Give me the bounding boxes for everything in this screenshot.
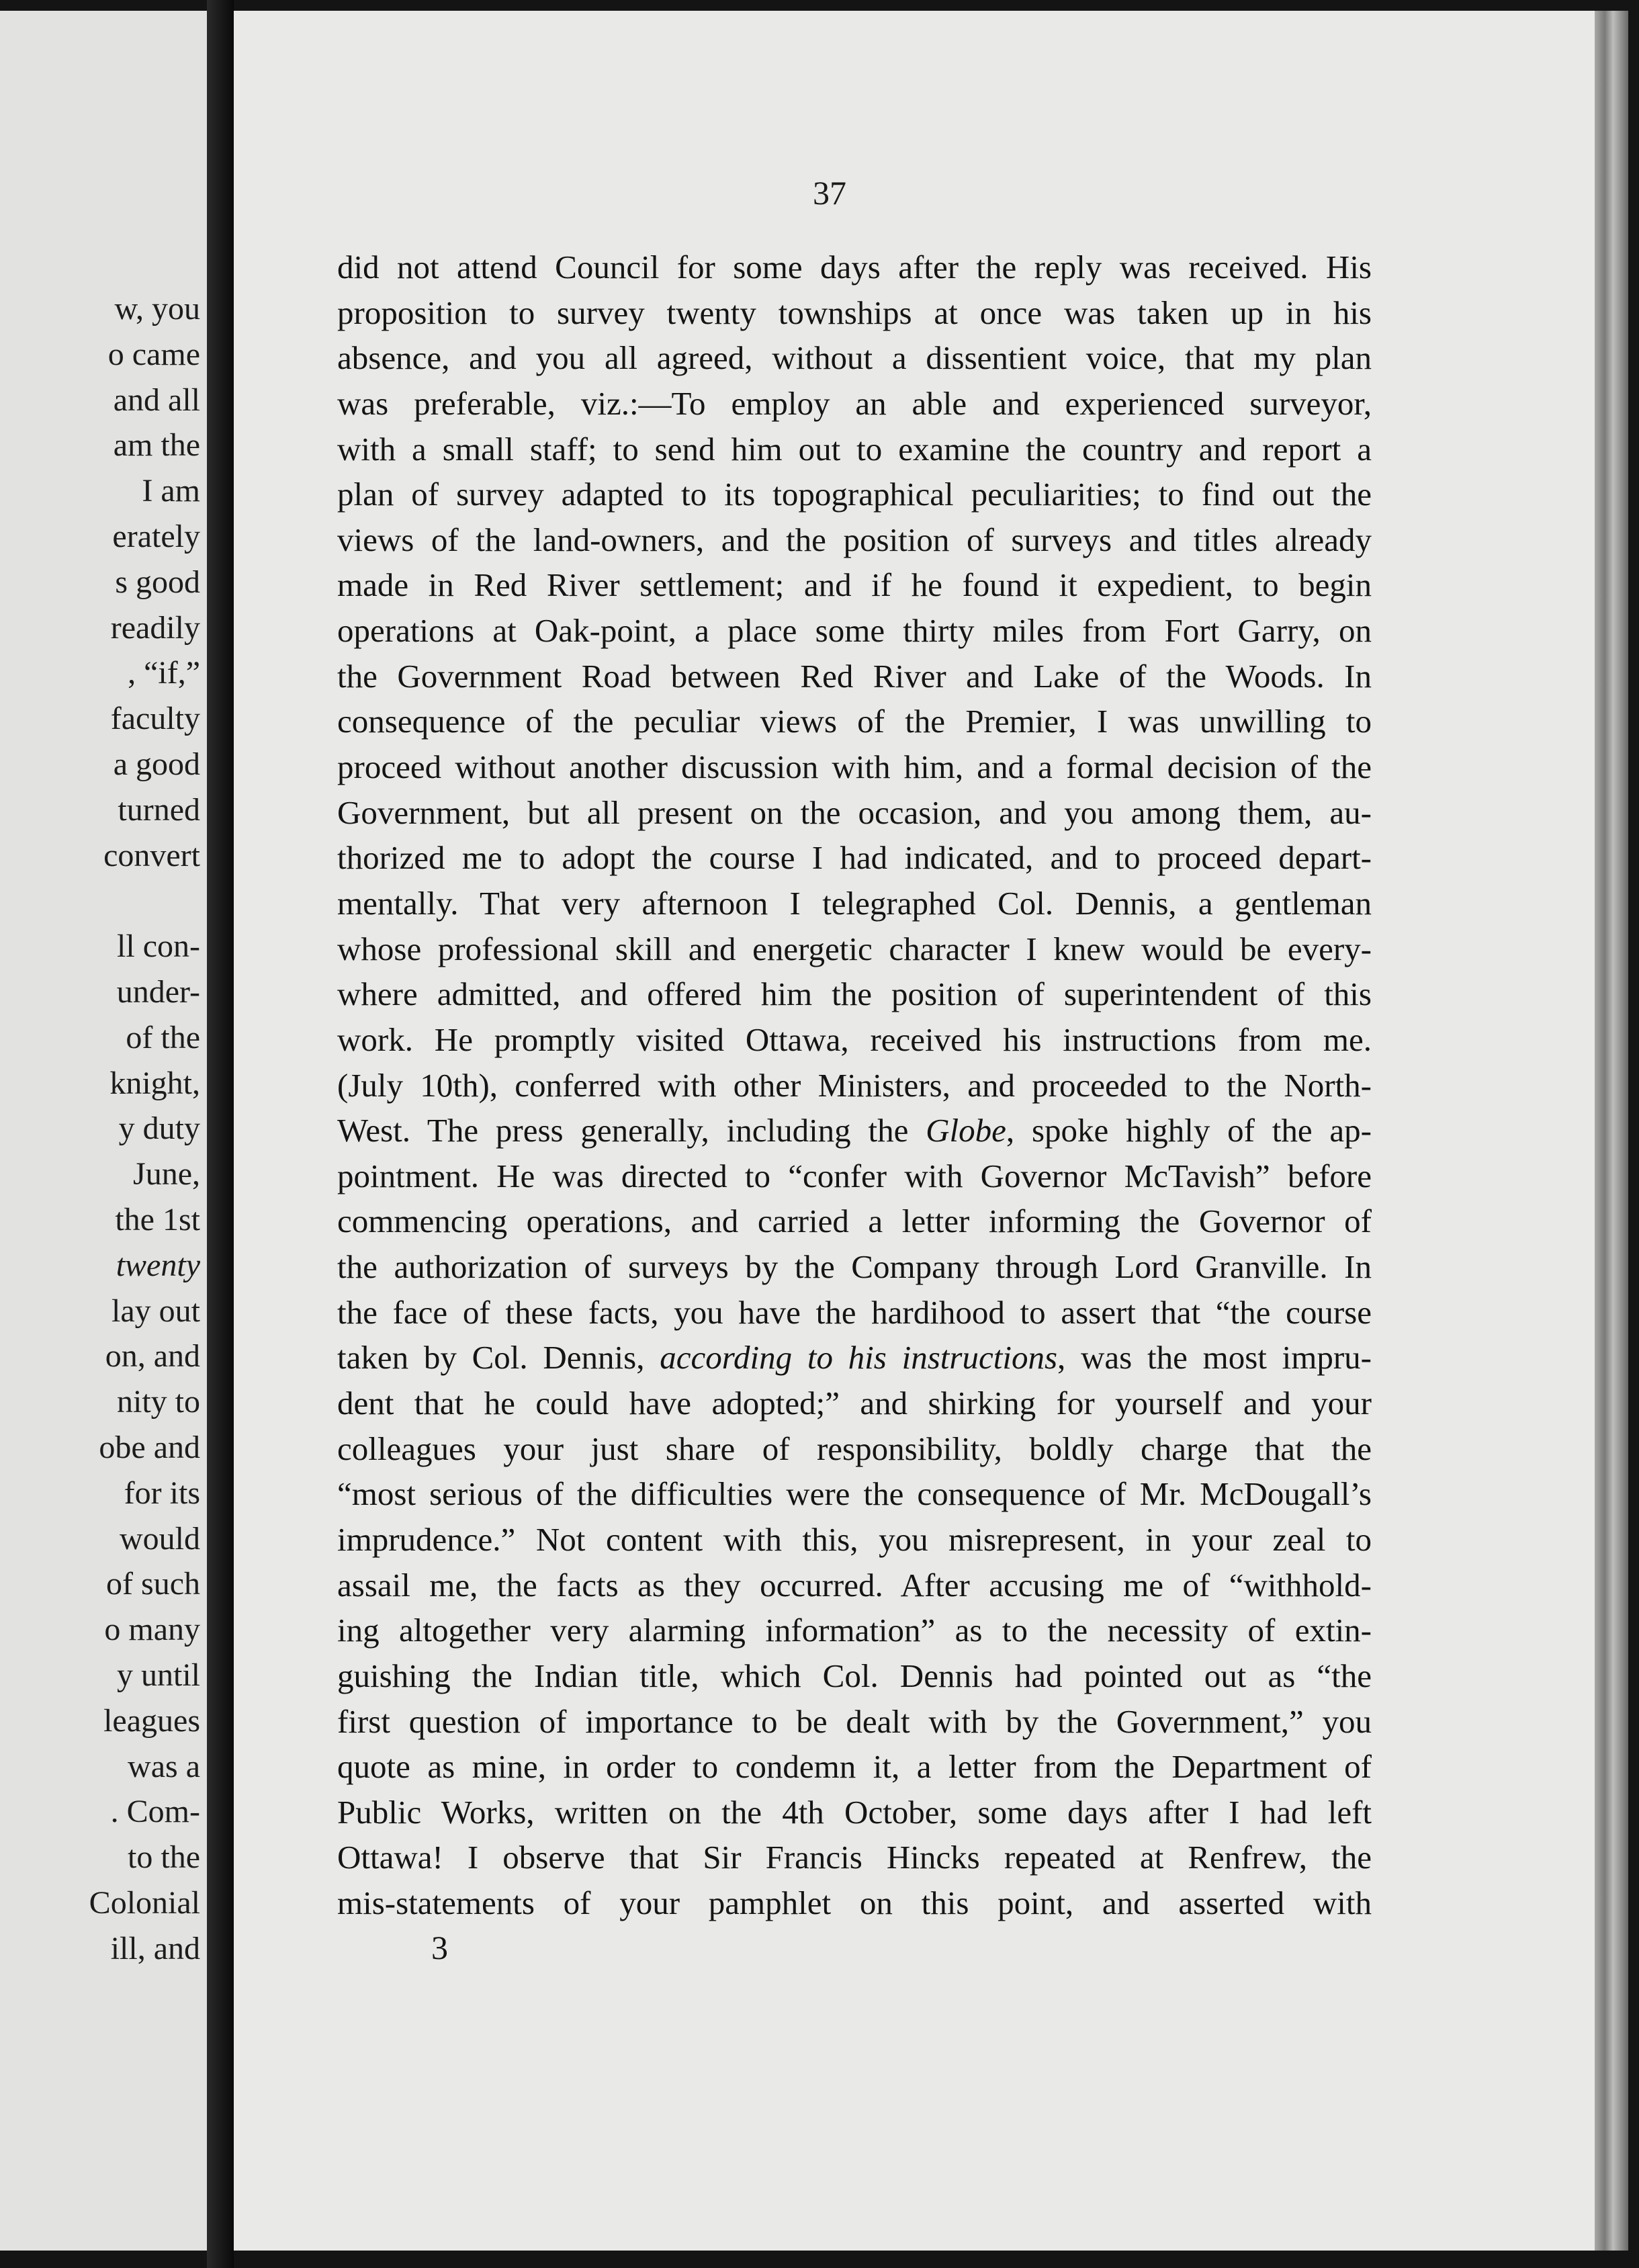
left-line: would (120, 1520, 200, 1557)
left-line: leagues (103, 1702, 200, 1739)
text-line: first question of importance to be dealt with by the Government,” you (337, 1702, 1372, 1740)
left-line: am the (113, 427, 200, 464)
left-line: nity to (116, 1384, 200, 1420)
text-line: consequence of the peculiar views of the Premier, I was unwilling to (337, 703, 1372, 740)
text-line: pointment. He was directed to “confer with Governor McTavish” before (337, 1157, 1372, 1194)
left-line-gap (89, 878, 200, 924)
text-line: thorized me to adopt the course I had indicated, and to proceed depart- (337, 839, 1372, 877)
left-line: under- (116, 973, 200, 1010)
left-line: . Com- (110, 1794, 200, 1830)
text-line: Government, but all present on the occasion, and you among them, au- (337, 793, 1372, 831)
left-line: o came (107, 336, 200, 372)
left-line: ll con- (117, 928, 200, 965)
text-line: absence, and you all agreed, without a dissentient voice, that my plan (337, 339, 1372, 377)
text-line: plan of survey adapted to its topographical peculiarities; to find out the (337, 476, 1372, 513)
text-line: dent that he could have adopted;” and shirking for yourself and your (337, 1385, 1372, 1422)
text-line: mentally. That very afternoon I telegraphed Col. Dennis, a gentleman (337, 884, 1372, 922)
left-line: convert (103, 837, 200, 873)
text-line: the authorization of surveys by the Company through Lord Granville. In (337, 1248, 1372, 1286)
text-line: proposition to survey twenty townships at once was taken up in his (337, 294, 1372, 331)
book-gutter (207, 0, 234, 2268)
left-line: Colonial (89, 1884, 200, 1921)
text-line: was preferable, viz.:—To employ an able and experienced surveyor, (337, 384, 1372, 422)
body-text (337, 245, 1372, 1926)
text-line: mis-statements of your pamphlet on this point, and asserted with (337, 1884, 1372, 1922)
left-line: a good (113, 746, 200, 782)
left-line: y until (116, 1657, 200, 1693)
left-line: y duty (118, 1110, 200, 1147)
text-line: work. He promptly visited Ottawa, received his instructions from me. (337, 1020, 1372, 1058)
left-line: lay out (112, 1293, 200, 1329)
left-line: erately (112, 518, 200, 554)
left-line: for its (124, 1475, 200, 1511)
text-line: quote as mine, in order to condemn it, a letter from the Department of (337, 1748, 1372, 1786)
text-line: Ottawa! I observe that Sir Francis Hincks repeated at Renfrew, the (337, 1839, 1372, 1876)
text-line: imprudence.” Not content with this, you misrepresent, in your zeal to (337, 1520, 1372, 1558)
signature-mark: 3 (431, 1929, 448, 1966)
left-line: of the (126, 1019, 200, 1055)
left-line: ill, and (110, 1930, 200, 1966)
left-line: knight, (109, 1065, 200, 1101)
left-line: to the (128, 1839, 200, 1876)
text-line: the Government Road between Red River and Lake of the Woods. In (337, 657, 1372, 695)
text-line: made in Red River settlement; and if he found it expedient, to begin (337, 566, 1372, 604)
left-line: was a (128, 1748, 200, 1784)
left-line: of such (106, 1566, 200, 1602)
left-line: twenty (116, 1247, 200, 1283)
left-line: and all (113, 382, 200, 418)
text-line: commencing operations, and carried a letter informing the Governor of (337, 1203, 1372, 1240)
text-line: ing altogether very alarming information” as to the necessity of extin- (337, 1612, 1372, 1649)
left-line: readily (110, 609, 200, 646)
left-line: turned (118, 791, 200, 828)
italic-term: according to his instructions (660, 1339, 1058, 1377)
left-line: s good (115, 564, 200, 600)
text-line: (July 10th), conferred with other Ministers, and proceeded to the North- (337, 1066, 1372, 1104)
text-line: the face of these facts, you have the hardihood to assert that “the course (337, 1293, 1372, 1331)
text-line: Public Works, written on the 4th October, some days after I had left (337, 1793, 1372, 1831)
page-edge (1595, 11, 1628, 2251)
left-line: on, and (105, 1338, 200, 1375)
left-line: o many (104, 1612, 200, 1648)
left-line: faculty (110, 701, 200, 737)
left-facing-page (0, 11, 207, 2251)
left-page-text-fragments (89, 286, 200, 1971)
left-line: obe and (99, 1429, 200, 1465)
text-line: colleagues your just share of responsibility, boldly charge that the (337, 1430, 1372, 1467)
text-line: proceed without another discussion with him, and a formal decision of the (337, 748, 1372, 786)
left-line: w, you (114, 291, 200, 326)
text-line: where admitted, and offered him the position of superintendent of this (337, 975, 1372, 1013)
left-line: June, (133, 1156, 200, 1192)
text-line: operations at Oak-point, a place some thirty miles from Fort Garry, on (337, 612, 1372, 650)
italic-term: Globe (926, 1112, 1006, 1149)
page-number: 37 (813, 174, 846, 212)
left-line: the 1st (115, 1201, 200, 1237)
text-line: with a small staff; to send him out to examine the country and report a (337, 430, 1372, 468)
left-line: , “if,” (128, 655, 200, 691)
text-line: views of the land-owners, and the position of surveys and titles already (337, 521, 1372, 558)
text-line: assail me, the facts as they occurred. After accusing me of “withhold- (337, 1566, 1372, 1604)
text-line: whose professional skill and energetic character I knew would be every- (337, 930, 1372, 967)
text-line: West. The press generally, including the Globe, spoke highly of the ap- (337, 1112, 1372, 1149)
text-line: guishing the Indian title, which Col. Dennis had pointed out as “the (337, 1657, 1372, 1694)
text-line: taken by Col. Dennis, according to his instructions, was the most impru- (337, 1339, 1372, 1377)
text-line: “most serious of the difficulties were the consequence of Mr. McDougall’s (337, 1475, 1372, 1513)
text-line: did not attend Council for some days after the reply was received. His (337, 249, 1372, 286)
left-line: I am (142, 473, 200, 509)
